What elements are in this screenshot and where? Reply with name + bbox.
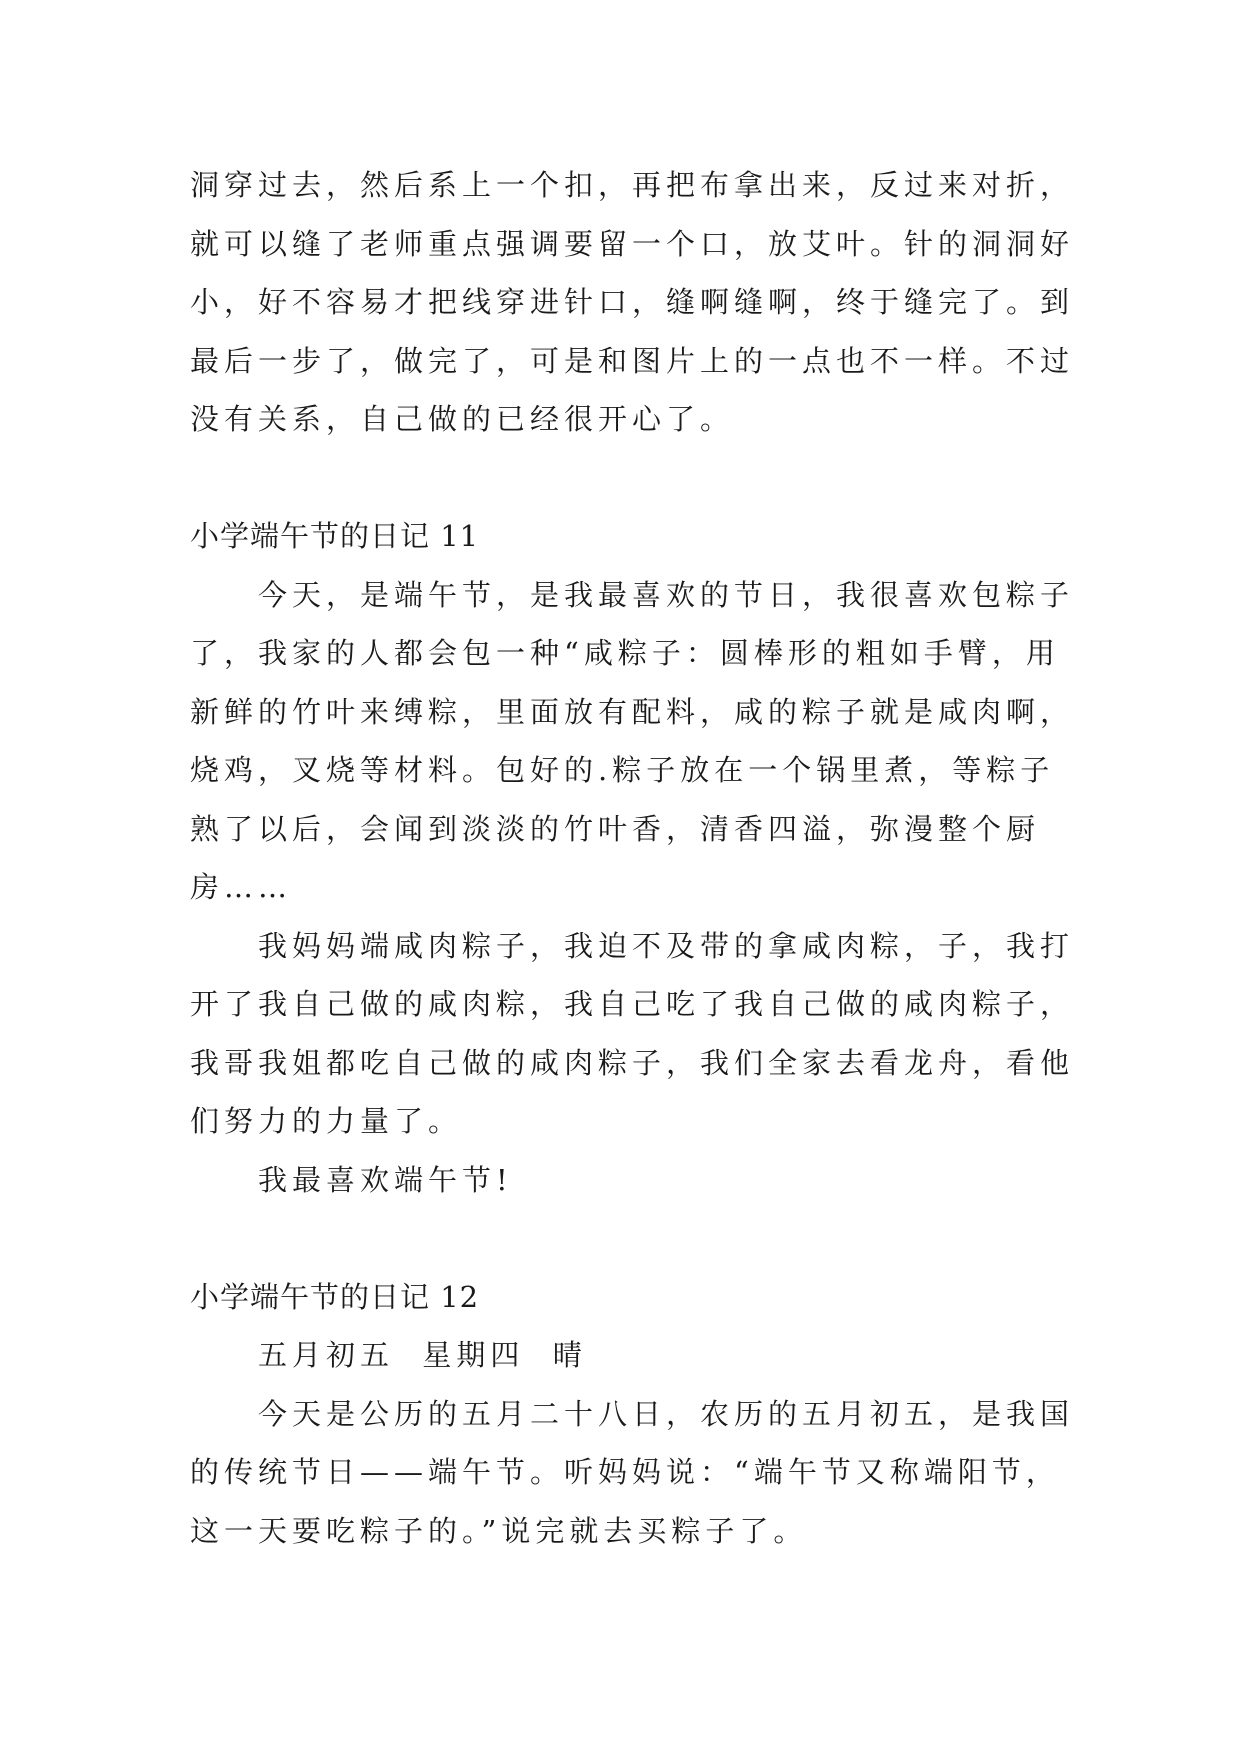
text-line: 这一天要吃粽子的。”说完就去买粽子了。 (190, 1513, 808, 1548)
text-line: 今天是公历的五月二十八日，农历的五月初五，是我国 (258, 1396, 1075, 1431)
text-line: 我妈妈端咸肉粽子，我迫不及带的拿咸肉粽，子，我打 (258, 928, 1075, 963)
text-line: 熟了以后，会闻到淡淡的竹叶香，清香四溢，弥漫整个厨 (190, 811, 1041, 846)
text-line: 开了我自己做的咸肉粽，我自己吃了我自己做的咸肉粽子， (190, 987, 1075, 1021)
text-line: 没有关系，自己做的已经很开心了。 (190, 402, 735, 436)
text-line: 洞穿过去，然后系上一个扣，再把布拿出来，反过来对折， (190, 168, 1075, 202)
text-line: 最后一步了，做完了，可是和图片上的一点也不一样。不过 (190, 343, 1075, 378)
text-line: 烧鸡，叉烧等材料。包好的.粽子放在一个锅里煮，等粽子 (190, 753, 1055, 787)
text-line: 新鲜的竹叶来缚粽，里面放有配料，咸的粽子就是咸肉啊， (190, 694, 1075, 729)
text-line: 了，我家的人都会包一种“咸粽子：圆棒形的粗如手臂，用 (190, 636, 1060, 670)
diary-11-paragraph-1 (190, 566, 1075, 917)
section-spacer (190, 1209, 1070, 1268)
diary-11-title: 小学端午节的日记 11 (190, 519, 480, 553)
intro-paragraph (190, 156, 1075, 449)
diary-11-paragraph-3 (190, 1151, 1070, 1210)
diary-12-paragraph-1 (190, 1385, 1075, 1561)
text-line: 小，好不容易才把线穿进针口，缝啊缝啊，终于缝完了。到 (190, 285, 1075, 319)
text-line: 就可以缝了老师重点强调要留一个口，放艾叶。针的洞洞好 (190, 226, 1075, 261)
text-line: 房…… (190, 870, 293, 904)
text-line: 我最喜欢端午节! (258, 1162, 513, 1197)
text-line: 今天，是端午节，是我最喜欢的节日，我很喜欢包粽子 (258, 577, 1075, 612)
diary-11-paragraph-2 (190, 917, 1075, 1151)
document-body (190, 156, 1075, 1560)
diary-12-title: 小学端午节的日记 12 (190, 1279, 480, 1314)
diary-12-date-line: 五月初五 星期四 晴 (258, 1338, 587, 1372)
text-line: 我哥我姐都吃自己做的咸肉粽子，我们全家去看龙舟，看他 (190, 1045, 1075, 1080)
section-spacer (190, 449, 1070, 508)
diary-11-section (190, 507, 1075, 1209)
diary-12-section (190, 1268, 1075, 1561)
text-line: 们努力的力量了。 (190, 1104, 463, 1138)
text-line: 的传统节日——端午节。听妈妈说：“端午节又称端阳节， (190, 1455, 1060, 1489)
